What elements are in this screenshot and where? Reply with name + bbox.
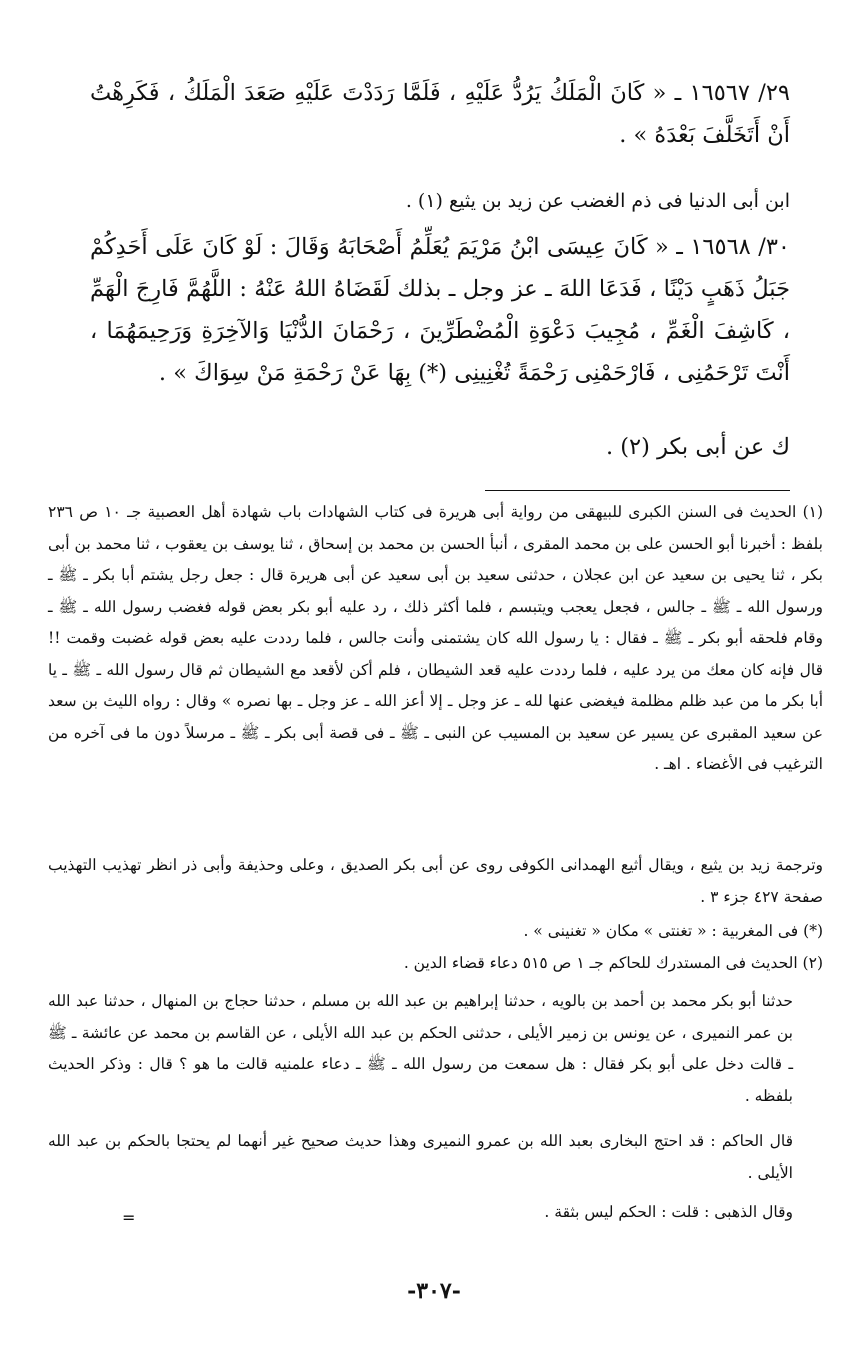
hadith-30 <box>90 226 790 394</box>
hadith-29-source-text: ابن أبى الدنيا فى ذم الغضب عن زيد بن يثيع (١) . <box>405 190 790 212</box>
hadith-30-source-text: ك عن أبى بكر (٢) . <box>605 434 790 460</box>
footnote-2-hakim <box>48 1126 823 1189</box>
hadith-30-text: ٣٠/ ١٦٥٦٨ ـ « كَانَ عِيسَى ابْنُ مَرْيَمَ يُعَلِّمُ أَصْحَابَهُ وَقَالَ : لَوْ كَانَ عَلَى أَحَدِكُمْ جَبَلُ ذَهَبٍ دَيْنًا ، فَدَعَا اللهَ ـ عز وجل ـ بذلك لَقَضَاهُ اللهُ عَنْهُ : اللَّهُمَّ فَارِجَ الْهَمِّ ، كَاشِفَ الْغَمِّ ، مُجِيبَ دَعْوَةِ الْمُضْطَرِّينَ ، رَحْمَانَ الدُّنْيَا وَالآخِرَةِ وَرَحِيمَهُمَا ، أَنْتَ تَرْحَمُنِى ، فَارْحَمْنِى رَحْمَةً تُغْنِينِى (*) بِهَا عَنْ رَحْمَةِ مَنْ سِوَاكَ » . <box>90 234 790 386</box>
footnote-2-dhahabi <box>48 1197 823 1229</box>
footnote-2-text: (٢) الحديث فى المستدرك للحاكم جـ ١ ص ٥١٥ دعاء قضاء الدين . <box>403 954 823 972</box>
footnote-2-dhahabi-text: وقال الذهبى : قلت : الحكم ليس بثقة . <box>544 1203 793 1221</box>
hadith-29-text: ٢٩/ ١٦٥٦٧ ـ « كَانَ الْمَلَكُ يَرُدُّ عَلَيْهِ ، فَلَمَّا رَدَدْتَ عَلَيْهِ صَعَدَ الْمَلَكُ ، فَكَرِهْتُ أَنْ أَتَخَلَّفَ بَعْدَهُ » . <box>90 80 790 148</box>
footnote-1 <box>48 497 823 781</box>
footnote-1-biography <box>48 850 823 913</box>
footnote-star-text: (*) فى المغربية : « تغنتى » مكان « تغنينى » . <box>523 922 823 940</box>
hadith-29 <box>90 72 790 156</box>
footnote-2-isnad <box>48 986 823 1112</box>
footnote-2-hakim-text: قال الحاكم : قد احتج البخارى بعبد الله بن عمرو النميرى وهذا حديث صحيح غير أنهما لم يحتجا بالحكم بن عبد الله الأيلى . <box>48 1132 793 1182</box>
footnote-divider <box>485 490 790 491</box>
hadith-30-source <box>90 426 790 468</box>
footnote-1-text: (١) الحديث فى السنن الكبرى للبيهقى من رواية أبى هريرة فى كتاب الشهادات باب شهادة أهل العصبية جـ ١٠ ص ٢٣٦ بلفظ : أخبرنا أبو الحسن على بن محمد المقرى ، أنبأ الحسن بن محمد بن إسحاق ، ثنا يوسف بن يعقوب ، ثنا محمد بن أبى بكر ، ثنا يحيى بن سعيد عن ابن عجلان ، حدثنى سعيد بن أبى سعيد عن أبى هريرة قال : جعل رجل يشتم أبا بكر ـ ﷺ ـ ورسول الله ـ ﷺ ـ جالس ، فجعل يعجب ويتبسم ، فلما أكثر ذلك ، رد عليه أبو بكر بعض قوله فغضب رسول الله ـ ﷺ ـ وقام فلحقه أبو بكر ـ ﷺ ـ فقال : يا رسول الله كان يشتمنى وأنت جالس ، فلما رددت عليه بعض قوله غضبت وقمت !! قال فإنه كان معك من يرد عليه ، فلما رددت عليه قعد الشيطان ، فلم أكن لأقعد مع الشيطان ثم قال رسول الله ـ ﷺ ـ يا أبا بكر ما من عبد ظلم مظلمة فيغضى عنها لله ـ عز وجل ـ إلا أعز الله ـ عز وجل ـ بها نصره » وقال : رواه الليث بن سعد عن سعيد المقبرى عن يسير عن سعيد بن المسيب عن النبى ـ ﷺ ـ فى قصة أبى بكر ـ ﷺ ـ مرسلاً دون ما فى آخره من الترغيب فى الأغضاء . اهـ . <box>48 503 824 773</box>
page-number: -٣٠٧- <box>407 1278 461 1304</box>
footnote-1-biography-text: وترجمة زيد بن يثيع ، ويقال أثيع الهمدانى الكوفى روى عن أبى بكر الصديق ، وعلى وحذيفة وأبى ذر انظر تهذيب التهذيب صفحة ٤٢٧ جزء ٣ . <box>48 856 823 906</box>
continuation-mark: = <box>122 1208 136 1227</box>
footnote-2-isnad-text: حدثنا أبو بكر محمد بن أحمد بن بالويه ، حدثنا إبراهيم بن عبد الله بن مسلم ، حدثنا حجاج بن المنهال ، حدثنا عبد الله بن عمر النميرى ، عن يونس بن زمير الأيلى ، حدثنى الحكم بن عبد الله الأيلى ، عن القاسم بن محمد عن عائشة ـ ﷺ ـ قالت دخل على أبو بكر فقال : هل سمعت من رسول الله ـ ﷺ ـ دعاء علمنيه قالت ما هو ؟ قال : وذكر الحديث بلفظه . <box>48 992 793 1105</box>
hadith-29-source <box>90 180 790 222</box>
footnote-star <box>48 916 823 948</box>
footnote-2 <box>48 948 823 980</box>
